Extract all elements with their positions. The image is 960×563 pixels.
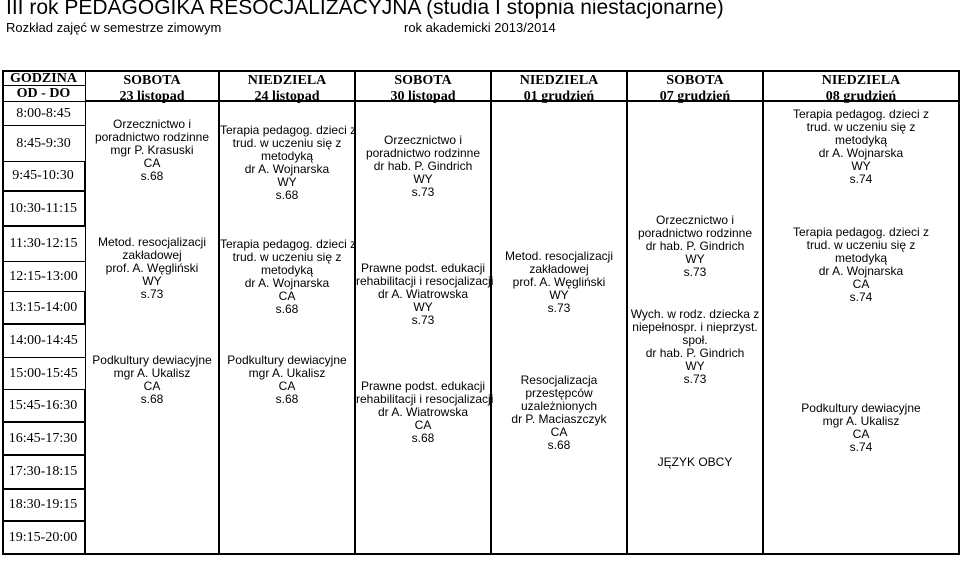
class-line: mgr P. Krasuski: [110, 143, 194, 157]
class-line: WY: [413, 300, 433, 314]
time-header: GODZINA: [2, 70, 86, 86]
day-header: [764, 70, 960, 102]
time-slot: 11:30-12:15: [2, 227, 86, 262]
class-line: trud. w uczeniu się z: [806, 120, 916, 134]
class-line: s.68: [275, 302, 299, 316]
class-line: dr hab. P. Gindrich: [645, 239, 745, 253]
day-column: [628, 102, 764, 555]
class-line: Resocjalizacja: [520, 373, 598, 387]
class-line: CA: [852, 277, 870, 291]
class-line: s.68: [140, 169, 164, 183]
class-line: przestępców: [525, 386, 593, 400]
class-line: CA: [143, 379, 161, 393]
class-block: [492, 250, 626, 315]
time-slot: 18:30-19:15: [2, 490, 86, 522]
class-line: CA: [278, 289, 296, 303]
class-line: dr P. Maciaszczyk: [511, 412, 607, 426]
day-header: [220, 70, 356, 102]
class-block: [764, 108, 958, 186]
time-column-left-border: [2, 70, 4, 555]
class-block: [492, 374, 626, 452]
class-line: Terapia pedagog. dzieci z: [792, 225, 930, 239]
day-name: NIEDZIELA: [821, 73, 901, 88]
class-line: Metod. resocjalizacji: [97, 235, 207, 249]
class-line: s.68: [275, 392, 299, 406]
class-line: CA: [550, 425, 568, 439]
day-name: SOBOTA: [394, 73, 452, 88]
class-line: WY: [277, 175, 297, 189]
class-line: s.68: [411, 431, 435, 445]
class-line: dr hab. P. Gindrich: [645, 346, 745, 360]
class-line: trud. w uczeniu się z: [232, 136, 342, 150]
class-line: rehabilitacji i resocjalizacji: [356, 274, 494, 288]
class-line: dr A. Wojnarska: [244, 162, 330, 176]
day-date: 01 grudzień: [523, 89, 595, 104]
class-line: dr A. Wojnarska: [818, 264, 904, 278]
class-line: Orzecznictwo i: [112, 117, 192, 131]
class-line: CA: [414, 418, 432, 432]
class-line: Orzecznictwo i: [383, 133, 463, 147]
class-line: mgr A. Ukalisz: [113, 366, 191, 380]
day-name: SOBOTA: [666, 73, 724, 88]
class-block: [86, 118, 218, 183]
day-date: 30 listopad: [390, 89, 456, 104]
day-header: [356, 70, 492, 102]
time-slot: 8:00-8:45: [2, 102, 86, 126]
day-column: [220, 102, 356, 555]
class-line: CA: [278, 379, 296, 393]
day-name: SOBOTA: [123, 73, 181, 88]
time-slot: 10:30-11:15: [2, 192, 86, 227]
time-slot: 17:30-18:15: [2, 456, 86, 490]
class-line: mgr A. Ukalisz: [822, 414, 900, 428]
class-line: s.73: [140, 287, 164, 301]
class-line: metodyką: [834, 133, 888, 147]
class-line: Prawne podst. edukacji: [360, 261, 486, 275]
class-line: s.73: [411, 185, 435, 199]
class-line: Metod. resocjalizacji: [504, 249, 614, 263]
time-slot: 12:15-13:00: [2, 262, 86, 292]
class-line: WY: [851, 159, 871, 173]
class-line: Orzecznictwo i: [655, 213, 735, 227]
class-block: [628, 308, 762, 386]
class-line: dr A. Wiatrowska: [377, 287, 469, 301]
time-slot: 16:45-17:30: [2, 423, 86, 456]
class-line: s.68: [140, 392, 164, 406]
day-date: 07 grudzień: [659, 89, 731, 104]
class-line: WY: [549, 288, 569, 302]
time-slot: 15:45-16:30: [2, 390, 86, 423]
class-block: [220, 354, 354, 406]
class-line: metodyką: [834, 251, 888, 265]
time-header: OD - DO: [2, 86, 86, 102]
day-column: [492, 102, 628, 555]
semester-subtitle: Rozkład zajęć w semestrze zimowym: [6, 20, 222, 35]
class-line: Terapia pedagog. dzieci z: [220, 237, 357, 251]
class-line: WY: [142, 274, 162, 288]
class-line: JĘZYK OBCY: [657, 455, 733, 469]
class-line: CA: [852, 427, 870, 441]
class-line: dr A. Wojnarska: [818, 146, 904, 160]
class-block: [356, 379, 494, 445]
day-header: [628, 70, 764, 102]
day-header: [492, 70, 628, 102]
academic-year: rok akademicki 2013/2014: [404, 20, 556, 35]
class-line: Prawne podst. edukacji: [360, 379, 486, 393]
class-block: [86, 236, 218, 301]
class-line: społ.: [682, 333, 708, 347]
class-line: s.73: [547, 301, 571, 315]
class-line: dr hab. P. Gindrich: [373, 159, 473, 173]
class-line: WY: [685, 359, 705, 373]
day-header: [86, 70, 220, 102]
day-date: 08 grudzień: [825, 89, 897, 104]
day-column: [764, 102, 960, 555]
class-line: uzależnionych: [520, 399, 598, 413]
class-line: s.68: [275, 188, 299, 202]
class-line: prof. A. Węgliński: [512, 275, 606, 289]
day-column: [86, 102, 220, 555]
day-name: NIEDZIELA: [247, 73, 327, 88]
class-line: niepełnospr. i nieprzyst.: [632, 320, 758, 334]
class-block: [220, 237, 357, 316]
class-block: [356, 134, 490, 199]
class-line: s.73: [683, 265, 707, 279]
class-line: Podkultury dewiacyjne: [801, 401, 921, 415]
class-line: s.68: [547, 438, 571, 452]
class-line: trud. w uczeniu się z: [806, 238, 916, 252]
day-date: 24 listopad: [254, 89, 320, 104]
class-line: Podkultury dewiacyjne: [227, 353, 347, 367]
class-line: zakładowej: [529, 262, 589, 276]
time-slot: 8:45-9:30: [2, 126, 86, 162]
class-block: [628, 214, 762, 279]
class-line: s.73: [683, 372, 707, 386]
day-name: NIEDZIELA: [519, 73, 599, 88]
class-line: dr A. Wiatrowska: [377, 405, 469, 419]
time-slot: 19:15-20:00: [2, 522, 86, 555]
class-line: mgr A. Ukalisz: [248, 366, 326, 380]
class-line: s.74: [849, 290, 873, 304]
class-line: s.74: [849, 172, 873, 186]
class-line: trud. w uczeniu się z: [232, 250, 342, 264]
time-slot: 9:45-10:30: [2, 162, 86, 192]
day-date: 23 listopad: [119, 89, 185, 104]
class-line: rehabilitacji i resocjalizacji: [356, 392, 494, 406]
class-block: [220, 123, 357, 202]
class-block: [628, 456, 762, 469]
class-line: Podkultury dewiacyjne: [92, 353, 212, 367]
class-block: [764, 402, 958, 454]
class-line: s.74: [849, 440, 873, 454]
class-line: prof. A. Węgliński: [105, 261, 199, 275]
class-line: metodyką: [260, 149, 314, 163]
time-slot: 13:15-14:00: [2, 292, 86, 325]
class-line: Wych. w rodz. dziecka z: [630, 307, 760, 321]
class-line: Terapia pedagog. dzieci z: [220, 123, 357, 137]
time-slot: 14:00-14:45: [2, 325, 86, 358]
class-line: poradnictwo rodzinne: [365, 146, 481, 160]
class-line: poradnictwo rodzinne: [637, 226, 753, 240]
class-line: zakładowej: [122, 248, 182, 262]
class-block: [356, 261, 494, 327]
class-line: s.73: [411, 313, 435, 327]
class-block: [764, 226, 958, 304]
class-line: dr A. Wojnarska: [244, 276, 330, 290]
class-line: poradnictwo rodzinne: [94, 130, 210, 144]
class-line: WY: [685, 252, 705, 266]
time-slot: 15:00-15:45: [2, 358, 86, 390]
class-line: WY: [413, 172, 433, 186]
class-line: Terapia pedagog. dzieci z: [792, 107, 930, 121]
class-line: metodyką: [260, 263, 314, 277]
class-line: CA: [143, 156, 161, 170]
page-title: III rok PEDAGOGIKA RESOCJALIZACYJNA (studia I stopnia niestacjonarne): [6, 0, 724, 19]
day-column: [356, 102, 492, 555]
class-block: [86, 354, 218, 406]
